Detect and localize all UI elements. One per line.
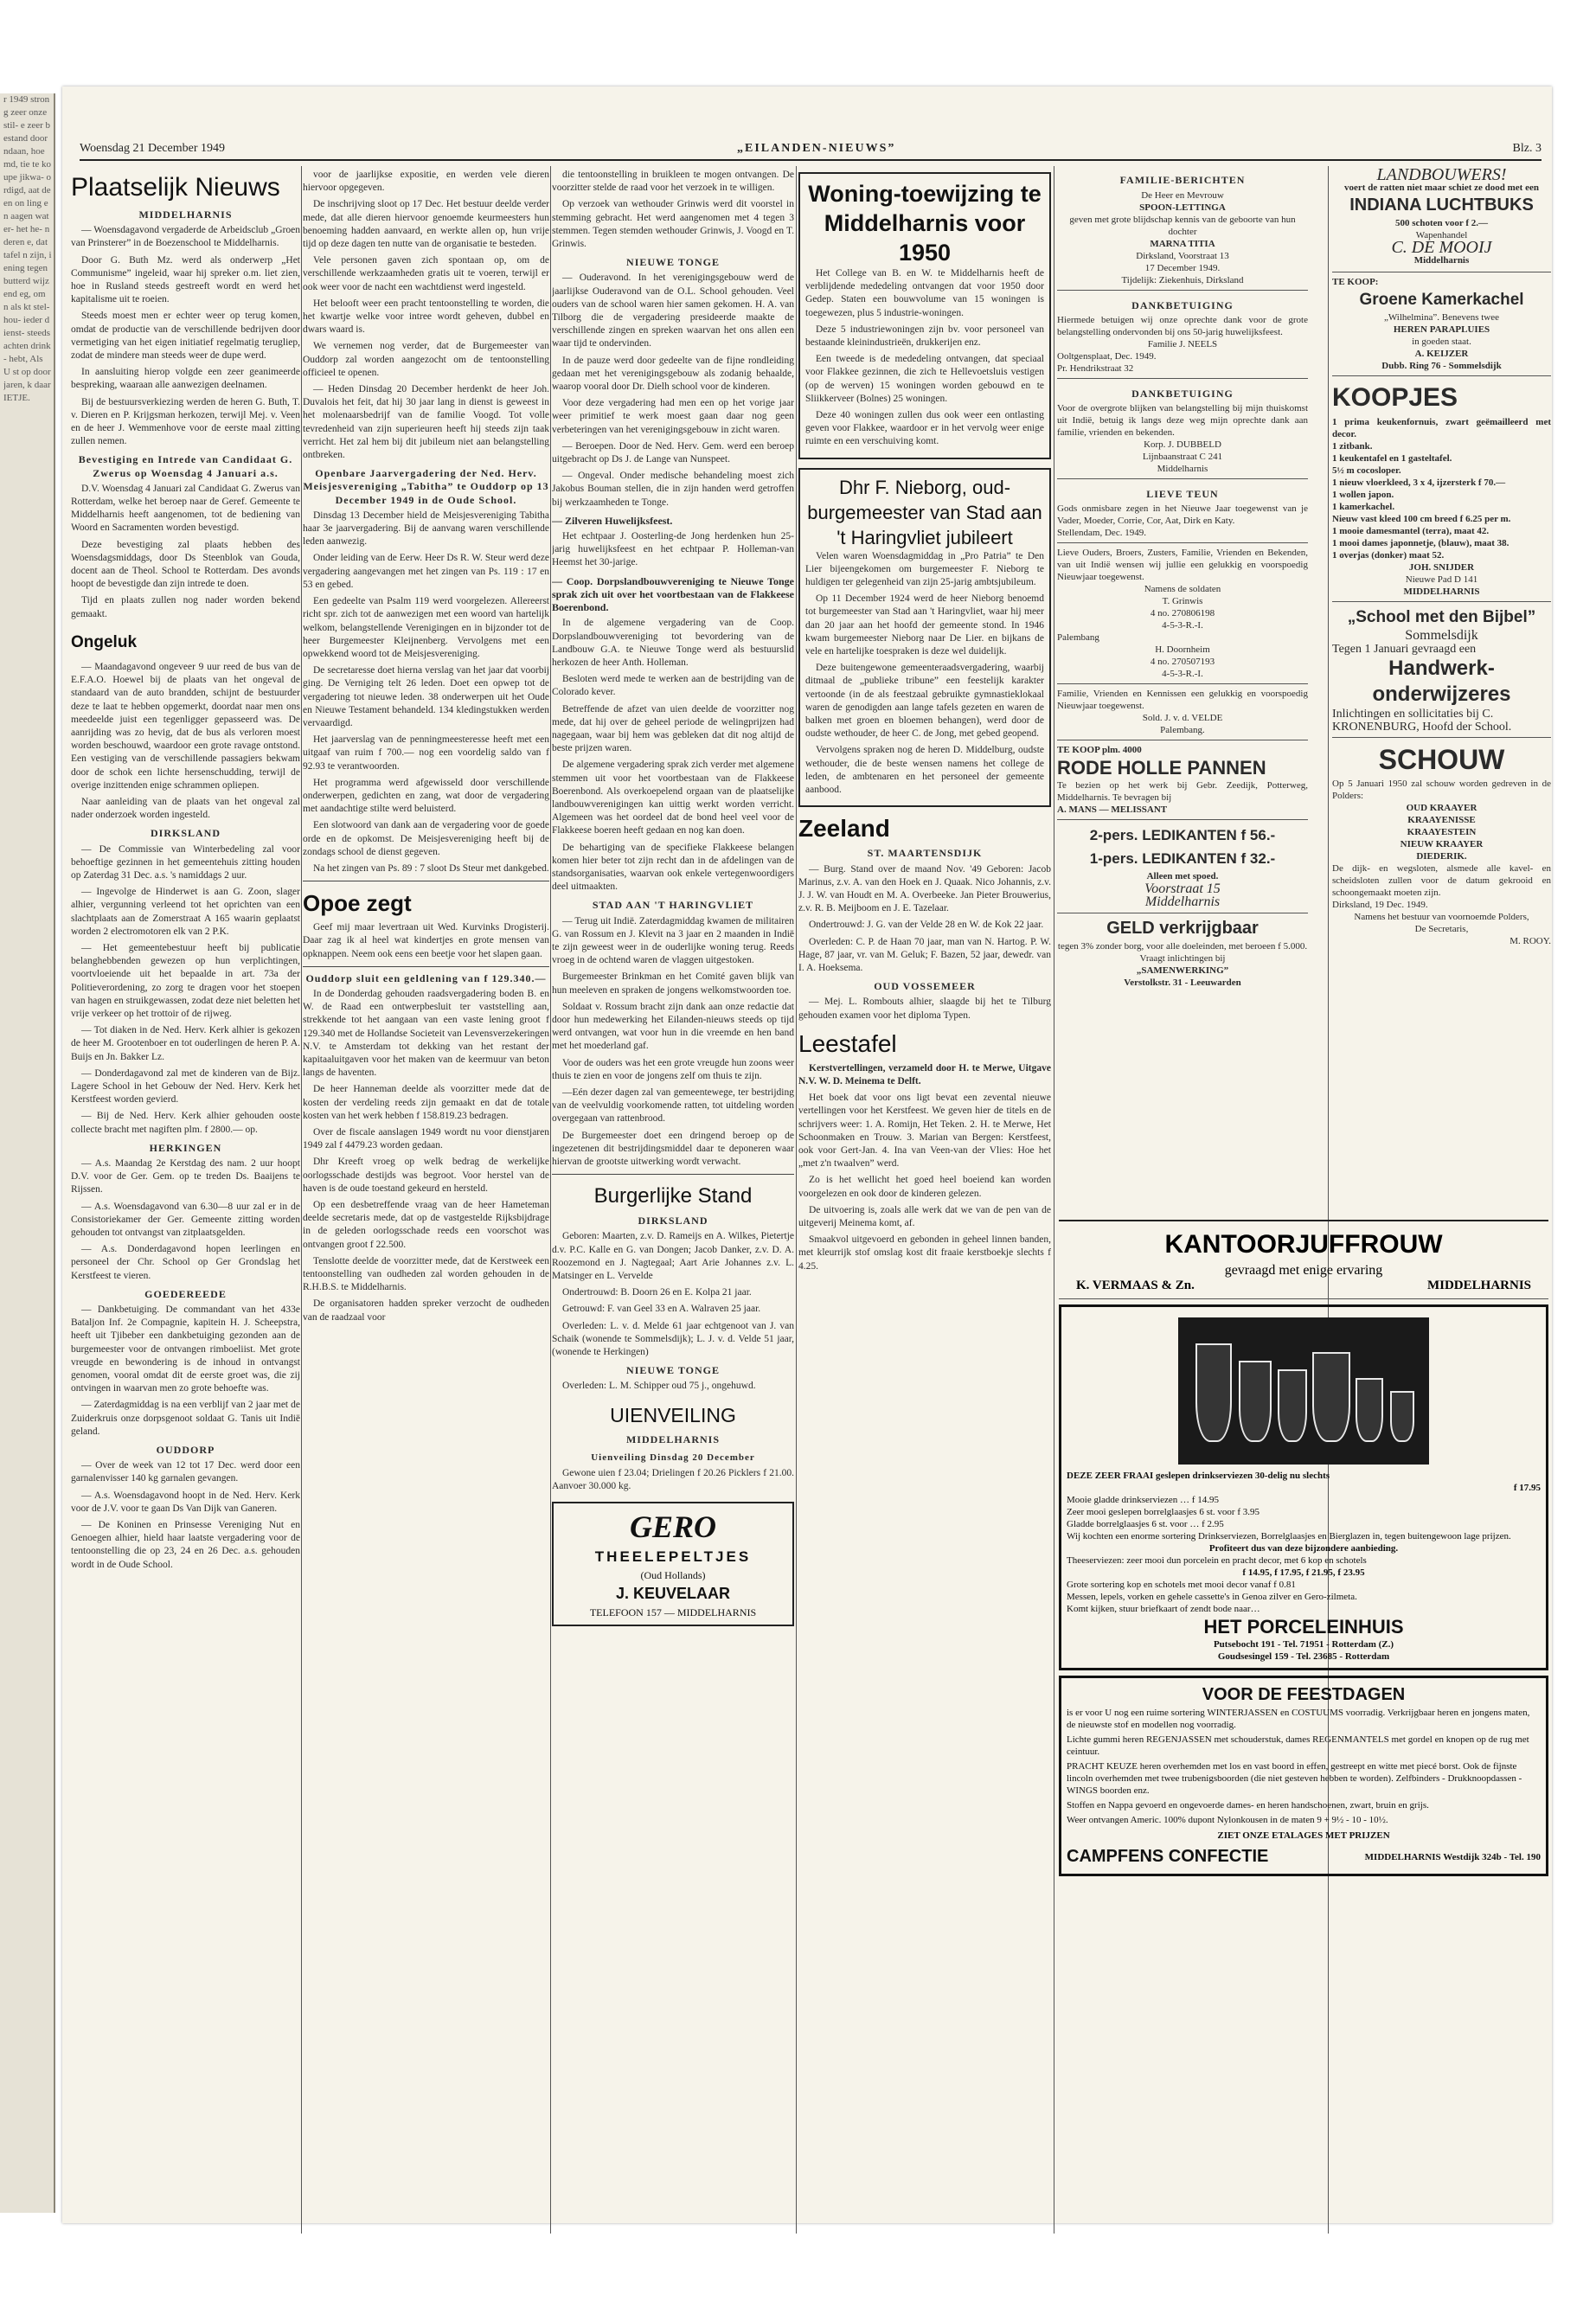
ad-landbouwers xyxy=(1332,169,1551,272)
paragraph: Vele personen gaven zich spontaan op, om de verschillende werkzaamheden gratis uit te voeren, terwijl er ook weer voor de nacht een wachtdienst werd ingesteld. xyxy=(303,255,549,292)
paragraph: De uitvoering is, zoals alle werk dat we van de pen van de uitgeverij Meinema komt, af. xyxy=(798,1204,1051,1228)
paragraph: De organisatoren hadden spreker verzocht de oudheden van de raadzaal voor xyxy=(303,1298,549,1323)
paragraph: — A.s. Maandag 2e Kerstdag des nam. 2 uur hoopt D.V. voor de Ger. Gem. op te treden Ds. Baaijens te Rijssen. xyxy=(71,1158,300,1195)
ad-item: Mooie gladde drinkserviezen … f 14.95 xyxy=(1067,1495,1219,1505)
column-6 xyxy=(1332,169,1551,1207)
running-head-paper-title: „EILANDEN-NIEUWS” xyxy=(737,142,896,155)
ad-text: Inlichtingen en sollicitaties bij C. KRONENBURG, Hoofd der School. xyxy=(1332,707,1512,734)
paragraph: — De Koninen en Prinsesse Vereniging Nut en Genoegen alhier, hield haar laatste vergadering voor de tentoonstelling die op 23, 24 en 26 Dec. a.s. gehouden wordt in de Oude School. xyxy=(71,1520,300,1570)
ad-line: 2-pers. LEDIKANTEN f 56.- xyxy=(1089,827,1276,844)
ad-item: Theeserviezen: zeer mooi dun porcelein en pracht decor, met 6 kop en schotels xyxy=(1067,1555,1367,1566)
ad-place: MIDDELHARNIS xyxy=(1403,586,1480,598)
ad-title: KOOPJES xyxy=(1332,383,1458,413)
ad-title: KANTOORJUFFROUW xyxy=(1164,1230,1443,1259)
column-4 xyxy=(798,169,1051,2279)
headline-uienveiling: UIENVEILING xyxy=(610,1403,736,1426)
ad-title: LANDBOUWERS! xyxy=(1376,169,1507,184)
paragraph: Overleden: L. v. d. Melde 61 jaar echtgenoot van J. van Schaik (wonende te Sommelsdijk); L. J. v. d. Velde 51 jaar, (wonende te Herkingen) xyxy=(552,1320,794,1358)
ad-address: MIDDELHARNIS Westdijk 324b - Tel. 190 xyxy=(1364,1851,1541,1862)
ad-title: Groene Kamerkachel xyxy=(1359,291,1524,310)
notice-place: Middelharnis xyxy=(1157,464,1208,475)
ad-item: Komt kijken, stuur briefkaart of zendt bode naar… xyxy=(1067,1604,1260,1614)
ad-title: „School met den Bijbel” xyxy=(1347,608,1536,627)
ad-item: Grote sortering kop en schotels met mooi decor vanaf f 0.81 xyxy=(1067,1580,1296,1590)
paragraph: De heer Hanneman deelde als voorzitter mede dat de kosten der verdeling reeds zijn gemaakt en dat de totale kosten van het werk hebben f 158.819.23 bedragen. xyxy=(303,1084,549,1121)
paragraph: Tijd en plaats zullen nog nader worden bekend gemaakt. xyxy=(71,595,300,619)
paragraph: Op verzoek van wethouder Grinwis werd dit voorstel in stemming gebracht. Het werd aangenomen met 4 tegen 3 stemmen. Tegen stemden wethouder Grinwis, J. Voogd en T. Grinwis. xyxy=(552,199,794,250)
notice-line: De Heer en Mevrouw xyxy=(1141,190,1224,202)
glass-icon xyxy=(1356,1378,1383,1442)
paragraph: die tentoonstelling in bruikleen te mogen ontvangen. De voorzitter stelde de raad voor het verzoek in te willigen. xyxy=(552,170,794,194)
ad-place: Sommelsdijk xyxy=(1405,628,1478,644)
glass-icon xyxy=(1278,1369,1307,1442)
ad-kantoorjuffrouw xyxy=(1059,1220,1548,1299)
ad-name: A. KEIJZER xyxy=(1414,349,1469,360)
paragraph: Op 11 December 1924 werd de heer Nieborg benoemd tot burgemeester van Stad aan 't Haringvliet, waar hij meer dan 20 jaar aan het hoofd der gemeente stond. In 1946 kwam burgemeester Nieborg naar De Lier. en bijkans de vele en hartelijke toespraken is deze wel duidelijk. xyxy=(805,593,1044,657)
ad-firm: HET PORCELEINHUIS xyxy=(1203,1616,1404,1638)
notice-name: Korp. J. DUBBELD xyxy=(1144,439,1221,451)
subhead-st-maartensdijk: ST. MAARTENSDIJK xyxy=(867,847,983,860)
paragraph: Vervolgens spraken nog de heren D. Middelburg, oudste wethouder, die de beste wensen namens het college de leden, de ambtenaren en het personeel der gemeente aanbood. xyxy=(805,745,1044,796)
paragraph: Op een desbetreffende vraag van de heer Hameteman deelde secretaris mede, dat op de vastgestelde Rijksbijdrage in de geleden oorlogsschade reeds een voorschot was ontvangen groot f 22.500. xyxy=(303,1200,549,1250)
notice-line: Dirksland, Voorstraat 13 xyxy=(1136,251,1229,262)
paragraph: Voor deze vergadering had men een op het vorige jaar weer primitief te werk moest gaan daar nog geen verbeteringen van het verenigingsgebouw in zicht waren. xyxy=(552,398,794,435)
ad-text: Stoffen en Nappa gevoerd en ongevoerde dames- en heren handschoenen, zwart, bruin en grijs. xyxy=(1067,1800,1429,1811)
notice-head: LIEVE TEUN xyxy=(1146,488,1219,501)
paragraph-opoe: Geef mij maar levertraan uit Wed. Kurvinks Drogisterij. Daar zag ik al heel wat kindertjes en grote mensen van opknappen. Neem ook eens een beetje voor het slapen gaan. xyxy=(303,922,549,959)
notice-place: Palembang. xyxy=(1160,725,1205,736)
subhead-nieuwe-tonge: NIEUWE TONGE xyxy=(626,1364,720,1377)
paragraph: Het College van B. en W. te Middelharnis heeft de verblijdende mededeling ontvangen dat voor 1950 door Gedep. Staten een bouwvolume van 15 woningen is toegewezen, plus 5 industrie-woningen. xyxy=(805,268,1044,318)
ad-polder: DIEDERIK. xyxy=(1416,851,1467,862)
ad-text: Tegen 1 Januari gevraagd een xyxy=(1332,642,1477,656)
paragraph: voor de jaarlijkse expositie, en werden vele dieren hiervoor opgegeven. xyxy=(303,170,549,194)
paragraph: Betreffende de afzet van uien deelde de voorzitter nog mede, dat hij over de geheel periode de welingprijzen had nagegaan, waar bij hem was gebleken dat dit nog altijd de beste prijzen waren. xyxy=(552,703,794,754)
subhead-herkingen: HERKINGEN xyxy=(149,1141,222,1154)
ad-text: Te bezien op het werk bij Gebr. Zeedijk, Potterweg, Middelharnis. Te bevragen bij xyxy=(1057,780,1308,804)
paragraph: Geboren: Maarten, z.v. D. Rameijs en A. Wilkes, Pietertje d.v. P.C. Kalle en G. van Dongen; Jacob Danker, z.v. D. A. Roozemond en J. Nagtegaal; Aart Arie Johannes z.v. L. Matsinger en L. Vervelde xyxy=(552,1231,794,1282)
article-nieborg xyxy=(798,468,1051,808)
ad-name: C. DE MOOIJ xyxy=(1391,238,1492,258)
ad-item: 1 mooi dames japonnetje, (blauw), maat 38. xyxy=(1332,538,1509,549)
ad-footer xyxy=(1059,1279,1548,1293)
paragraph: Steeds moest men er echter weer op terug komen, omdat de productie van de verschillende bedrijven door vermetiging van het eigen initiatief regelmatig terugliep, zodat de mindere man steeds weer de dupe werd. xyxy=(71,311,300,362)
subhead-geldlening: Ouddorp sluit een geldlening van f 129.340.— xyxy=(305,971,547,984)
paragraph: Na het zingen van Ps. 89 : 7 sloot Ds Steur met dankgebed. xyxy=(313,862,549,874)
column-rule xyxy=(796,166,797,2234)
ad-note: Alleen met spoed. xyxy=(1146,871,1219,882)
notice-velde xyxy=(1057,684,1308,740)
paragraph: Kerstvertellingen, verzameld door H. te Merwe, Uitgave N.V. W. D. Meinema te Delft. xyxy=(798,1062,1051,1086)
ad-title: VOOR DE FEESTDAGEN xyxy=(1202,1685,1406,1704)
paragraph: — Woensdagavond vergaderde de Arbeidsclub „Groen van Prinsterer” in de Boezenschool te Middelharnis. xyxy=(71,225,300,249)
section-title-plaatselijk-nieuws: Plaatselijk Nieuws xyxy=(71,173,280,202)
paragraph: — Beroepen. Door de Ned. Herv. Gem. werd een beroep uitgebracht op Ds J. de Lange van Nunspeet. xyxy=(552,440,794,465)
paragraph: In de Donderdag gehouden raadsvergadering boden B. en W. de Raad een ontwerpbesluit ter vaststelling aan, strekkende tot het aangaan van een vaste lening groot f 129.340 met de Hollandse Societeit van Levensverzekeringen N.V. te Amsterdam tot dekking van het restant der kapitaaluitgaven voor het maken van de keermuur van beton langs de haventen. xyxy=(303,988,549,1079)
ad-text: PRACHT KEUZE heren overhemden met los en vast boord in effen, gestreept en witte met piecé borst. Ook de fijnste lincoln overhemden met twee trubenigsboorden (die niet gesteven hebben te worden). Zelfbinders - Drukknoopdassen - WINGS boorden enz. xyxy=(1067,1761,1522,1796)
ad-address: Goudsesingel 159 - Tel. 23685 - Rotterdam xyxy=(1217,1651,1390,1662)
notice-text: Lieve Ouders, Broers, Zusters, Familie, Vrienden en Bekenden, van uit Indië wensen wij jullie een gelukkig en voorspoedig Nieuwjaar toegewenst. xyxy=(1057,548,1308,583)
paragraph: Een tweede is de mededeling ontvangen, dat speciaal voor Flakkee gezinnen, die zich te Hellevoetsluis vestigen (op de werven) 15 woningen worden gebouwd en te Sliikkerveer (Bolnes) 25 woningen. xyxy=(805,354,1044,404)
ad-gero xyxy=(552,1502,794,1626)
paragraph: Het echtpaar J. Oosterling-de Jong herdenken hun 25-jarig huwelijksfeest en het echtpaar P. Holleman-van Heemst het 30-jarige. xyxy=(552,531,794,568)
ad-item: 1 kamerkachel. xyxy=(1332,502,1395,513)
paragraph: Soldaat v. Rossum bracht zijn dank aan onze redactie dat door hun medewerking het Eilanden-nieuws steeds op tijd werd ontvangen, wat voor hun in die vreemde en hen band met het moederland gaf. xyxy=(552,1001,794,1052)
running-head-date: Woensdag 21 December 1949 xyxy=(80,142,225,155)
ad-place: Dirksland, 19 Dec. 1949. xyxy=(1332,900,1428,911)
subhead-familie-berichten: FAMILIE-BERICHTEN xyxy=(1119,174,1246,186)
paragraph: Tenslotte deelde de voorzitter mede, dat de Kerstweek een tentoonstelling van oudheden zal worden gehouden in de R.H.B.S. te Middelharnis. xyxy=(303,1255,549,1293)
ad-text: in goeden staat. xyxy=(1412,336,1471,348)
ad-text: voert de ratten niet maar schiet ze dood met een xyxy=(1344,183,1539,194)
paragraph: — Het gemeentebestuur heeft bij publicatie belanghebbenden gewezen op hun verplichtingen, voortvloeiende uit het bepaalde in art. 73a der Politieverordening, zo zorg te dragen voor het stoepen van hagen en struikgewassen, zodat deze niet beletten het vrije verkeer op het trottoir of de rijweg. xyxy=(71,942,300,1019)
ad-name: M. ROOY. xyxy=(1509,936,1551,947)
notice-line: SPOON-LETTINGA xyxy=(1139,202,1226,214)
paragraph: — A.s. Woensdagavond hoopt in de Ned. Herv. Kerk voor de J.V. voor te gaan Ds Van Dijk van Ganeren. xyxy=(71,1490,300,1514)
paragraph: Ondertrouwd: J. G. van der Velde 28 en W. de Kok 22 jaar. xyxy=(809,920,1044,931)
notice-place: Palembang xyxy=(1057,632,1099,644)
headline-opoe-zegt: Opoe zegt xyxy=(303,890,412,917)
ad-text: Weer ontvangen Americ. 100% dupont Nylonkousen in de maten 9 + 9½ - 10 - 10½. xyxy=(1067,1815,1388,1825)
notice-line: 17 December 1949. xyxy=(1144,263,1221,274)
notice-address: Pr. Hendrikstraat 32 xyxy=(1057,363,1134,375)
ad-item: 1 wollen japon. xyxy=(1332,490,1394,501)
notice-place: Stellendam, Dec. 1949. xyxy=(1057,528,1146,539)
paragraph: Ondertrouwd: B. Doorn 26 en E. Kolpa 21 jaar. xyxy=(562,1287,752,1298)
ad-footer xyxy=(1067,1845,1541,1868)
paragraph: Zo is het wellicht het goed heel boeiend kan worden voorgelezen en ook door de kinderen gelezen. xyxy=(798,1175,1051,1199)
notice-head: DANKBETUIGING xyxy=(1131,299,1234,312)
ad-item: 1 mooie damesmantel (terra), maat 42. xyxy=(1332,526,1490,537)
gero-phone: TELEFOON 157 — MIDDELHARNIS xyxy=(589,1606,757,1619)
paragraph: Overleden: L. M. Schipper oud 75 j., ongehuwd. xyxy=(562,1381,756,1392)
ad-koopjes xyxy=(1332,376,1551,602)
headline-zeeland: Zeeland xyxy=(798,815,890,843)
paragraph: — A.s. Donderdagavond hopen leerlingen en personeel der Chr. School op Ger Grondslag het Kerstfeest te vieren. xyxy=(71,1244,300,1281)
divider xyxy=(552,1174,794,1175)
ad-address: Verstolkstr. 31 - Leeuwarden xyxy=(1124,977,1241,988)
paragraph: Over de fiscale aanslagen 1949 wordt nu voor dienstjaren 1949 zal f 4479.23 worden gedaan. xyxy=(303,1127,549,1151)
subhead-middelharnis: MIDDELHARNIS xyxy=(625,1433,720,1445)
ad-firm: CAMPFENS CONFECTIE xyxy=(1067,1847,1269,1866)
subhead-tabitha: Openbare Jaarvergadering der Ned. Herv. Meisjesvereniging „Tabitha” te Ouddorp op 13 December 1949 in de Oude School. xyxy=(303,467,549,506)
ad-text: Lichte gummi heren REGENJASSEN met schouderstuk, dames REGENMANTELS met gordel en knopen op de rug met ceintuur. xyxy=(1067,1734,1529,1757)
adjacent-page-spine xyxy=(0,93,55,2213)
paragraph: Velen waren Woensdagmiddag in „Pro Patria” te Den Lier bijeengekomen om burgemeester F. Nieborg te huldigen ter gelegenheid van zijn 25-jarig ambtsjubileum. xyxy=(805,550,1044,588)
ad-polder: KRAAYENISSE xyxy=(1407,815,1476,826)
paragraph: De secretaresse doet hierna verslag van het jaar dat voorbij ging. De Verniging telt 26 leden. Doet een opwep tot de vergadering tot nieuwe leden. 38 onderwerpen uit het Oude en Nieuwe Testament behandeld. 134 kledingstukken werden vervaardigd. xyxy=(303,665,549,728)
ad-text: gevraagd met enige ervaring xyxy=(1224,1263,1383,1278)
subhead-ongeluk: Ongeluk xyxy=(71,632,138,651)
column-1 xyxy=(71,169,300,2279)
ad-sign: Namens het bestuur van voornoemde Polders, xyxy=(1354,912,1529,923)
ad-brand: INDIANA LUCHTBUKS xyxy=(1349,195,1534,215)
paragraph: D.V. Woensdag 4 Januari zal Candidaat G. Zwerus van Rotterdam, welke het beroep naar de Geref. Gemeente te Middelharnis heeft aangenomen, tot de bediening van Woord en Sacramenten worden bevestigd. xyxy=(71,483,300,534)
paragraph: — Dankbetuiging. De commandant van het 433e Bataljon Inf. 2e Compagnie, kapitein H. J. Scheepstra, heeft uit Tjibeber een dankbetuiging gezonden aan de burgemeester voor de ontvangen rimboeliist. Met grote vreugde en bewondering is de inhoud in ontvangst genomen, vooral omdat dit de eerste groet was, die zij ontvingen in waarvan men zo grote behoefte was. xyxy=(71,1304,300,1394)
running-head-page-number: Blz. 3 xyxy=(1512,142,1542,155)
ad-address: Putsebocht 191 - Tel. 71951 - Rotterdam (Z.) xyxy=(1213,1639,1394,1650)
subhead-coop: — Coop. Dorpslandbouwvereniging te Nieuwe Tonge sprak zich uit over het voortbestaan van de Flakkeese Boerenbond. xyxy=(552,574,794,614)
ad-title: RODE HOLLE PANNEN xyxy=(1057,757,1266,779)
notice-name: 4 no. 270507193 xyxy=(1150,657,1215,668)
subhead-goedereede: GOEDEREEDE xyxy=(144,1287,227,1300)
ad-kop: TE KOOP plm. 4000 xyxy=(1057,745,1142,756)
paragraph: — Zaterdagmiddag is na een verblijf van 2 jaar met de Zuiderkruis onze dorpsgenoot soldaat G. Tanis uit Indië geland. xyxy=(71,1400,300,1437)
ad-item: Zeer mooi geslepen borrelglaasjes 6 st. voor f 3.95 xyxy=(1067,1507,1259,1517)
paragraph: De Burgemeester doet een dringend beroep op de ingezetenen dit bestrijdingsmiddel daar te deponeren waar hiervan de grootste uitwerking wordt verwacht. xyxy=(552,1130,794,1168)
ad-text: De dijk- en wegsloten, alsmede alle kavel- en scheidsloten zullen voor de datum gekrooid en schoongemaakt moeten zijn. xyxy=(1332,863,1551,899)
notice-sign: Namens de soldaten xyxy=(1144,584,1221,595)
paragraph: Een gedeelte van Psalm 119 werd voorgelezen. Allereerst richt spr. zich tot de aanwezigen met een woord van hartelijk welkom, belangstellende Verenigingen en in bijzonder tot de heer Burgemeester Kleijnenberg. Vervolgens met een opwekkend woord tot de Meisjesvereniging. xyxy=(303,596,549,659)
notice-name: 4-5-3-R.-I. xyxy=(1162,620,1203,631)
gero-logo: GERO xyxy=(629,1509,717,1545)
paragraph: — Bij de Ned. Herv. Kerk alhier gehouden ooste collecte bracht met nagiften plm. f 2800.— op. xyxy=(71,1111,300,1135)
paragraph: We vernemen nog verder, dat de Burgemeester van Ouddorp zal worden aangezocht om de tentoonstelling officieel te openen. xyxy=(303,341,549,378)
ad-text: is er voor U nog een ruime sortering WINTERJASSEN en COSTUUMS voorradig. Verkrijgbaar heren en jongens maten, de nieuwste stof en modellen nog voorradig. xyxy=(1067,1708,1530,1730)
ad-item: Gladde borrelglaasjes 6 st. voor … f 2.95 xyxy=(1067,1519,1224,1529)
notice-text: Voor de overgrote blijken van belangstelling bij mijn thuiskomst uit Indië, betuig ik langs deze weg mijn oprechte dank aan familie, vrienden en bekenden. xyxy=(1057,403,1308,439)
paragraph: — Tot diaken in de Ned. Herv. Kerk alhier is gekozen de heer M. Grootenboer en tot ouderlingen de heren P. A. Buijs en Jn. Bakker Lz. xyxy=(71,1025,300,1062)
gero-dealer: J. KEUVELAAR xyxy=(615,1585,731,1603)
notice-name: Familie J. NEELS xyxy=(1147,339,1218,350)
ad-title: GELD verkrijgbaar xyxy=(1106,918,1259,938)
subhead-middelharnis: MIDDELHARNIS xyxy=(138,208,233,221)
ad-big: Handwerk-onderwijzeres xyxy=(1372,656,1511,706)
paragraph: Gewone uien f 23.04; Drielingen f 20.26 Picklers f 21.00. Aanvoer 30.000 kg. xyxy=(552,1468,794,1492)
ad-text: tegen 3% zonder borg, voor alle doeleinden, met beroeen f 5.000. Vraagt inlichtingen bij xyxy=(1057,940,1308,964)
notice-dankbetuiging-2 xyxy=(1057,379,1308,479)
paragraph: Door G. Buth Mz. werd als onderwerp „Het Communisme” ingeleid, waar hij spreker o.m. liet zien, hoe in Rusland steeds gestreeft wordt en werd het kapitalisme uit te roeien. xyxy=(71,254,300,305)
paragraph: — Ingevolge de Hinderwet is aan G. Zoon, slager alhier, vergunning verleend tot het oprichten van een slachtplaats aan de Zomerstraat A 165 waarin geplaatst worden 2 electromotoren elk van 2 P.K. xyxy=(71,887,300,937)
running-head xyxy=(80,138,1542,161)
paragraph: — Ongeval. Onder medische behandeling moest zich Jakobus Bouman stellen, die in zijn handen werd getroffen bij werkzaamheden te Tonge. xyxy=(552,471,794,508)
paragraph: Overleden: C. P. de Haan 70 jaar, man van N. Hartog. P. W. Hage, 87 jaar, vr. van M. Geluk; F. Bazen, 52 jaar, dewedr. van I. A. Hoeksema. xyxy=(798,936,1051,973)
column-2 xyxy=(303,169,549,2279)
paragraph: — A.s. Woensdagavond van 6.30—8 uur zal er in de Consistoriekamer der Ger. Gemeente zitting worden gehouden tot ontvangst van zitplaatsgelden. xyxy=(71,1201,300,1239)
ad-text: „Wilhelmina”. Benevens twee xyxy=(1383,312,1500,324)
paragraph: Deze bevestiging zal plaats hebben des Woensdagsmiddags, door Ds Steenblok van Gouda, docent aan de Theol. School te Rotterdam. Des avonds hoopt de bevestigde dan zijn intrede te doen. xyxy=(71,539,300,590)
ad-school xyxy=(1332,602,1551,738)
subhead-ouddorp: OUDDORP xyxy=(156,1444,215,1457)
paragraph: Getrouwd: F. van Geel 33 en A. Walraven 25 jaar. xyxy=(562,1304,761,1315)
notice-line: geven met grote blijdschap kennis van de geboorte van hun dochter xyxy=(1069,215,1296,238)
headline-woning-toewijzing: Woning-toewijzing te Middelharnis voor 1950 xyxy=(808,181,1042,266)
paragraph: — Heden Dinsdag 20 December herdenkt de heer Joh. Duvalois het feit, dat hij 30 jaar lang in dienst is geweest in het molenaarsbedrijf van de familie Voogd. Tot volle tevredenheid van zijn superieuren heeft hij steeds zijn taak verricht. Het zal hem bij dit jubileum niet aan belangstelling ontbreken. xyxy=(303,384,549,461)
ad-item: 5½ m cocosloper. xyxy=(1332,465,1401,477)
paragraph: — Terug uit Indië. Zaterdagmiddag kwamen de militairen G. van Rossum en J. Klevit na 3 jaar en 2 maanden in Indië te zijn geweest weer in de ouderlijke woning terug. Reeds vroeg in de ochtend waren de vlaggen uitgestoken. xyxy=(552,915,794,966)
ad-schouw xyxy=(1332,738,1551,951)
notice-address: Lijnbaanstraat C 241 xyxy=(1142,452,1223,463)
notice-place: Ooltgensplaat, Dec. 1949. xyxy=(1057,351,1157,362)
notice-name: H. Doornheim xyxy=(1155,644,1210,656)
notice-text: Gods onmisbare zegen in het Nieuwe Jaar toegewenst van je Vader, Moeder, Corrie, Cor, Aat, Dirk en Katy. xyxy=(1057,503,1308,527)
subhead-nieuwe-tonge: NIEUWE TONGE xyxy=(626,256,720,269)
gero-variant: (Oud Hollands) xyxy=(640,1569,706,1582)
veiling-date: Uienveiling Dinsdag 20 December xyxy=(591,1452,755,1463)
ad-address: Voorstraat 15 xyxy=(1144,881,1221,897)
divider xyxy=(303,966,549,967)
paragraph: In de pauze werd door gedeelte van de fijne rondleiding gedaan met het verenigingsgebouw als zodanig behaalde, waarop vooral door Dr. Dielh school voor de kinderen. xyxy=(552,355,794,393)
ad-place: MIDDELHARNIS xyxy=(1426,1279,1531,1292)
notice-text: Hiermede betuigen wij onze oprechte dank voor de grote belangstelling ondervonden bij ons 50-jarig huwelijksfeest. xyxy=(1057,315,1308,338)
ad-item: 1 zitbank. xyxy=(1332,441,1373,452)
paragraph: Bij de bestuursverkiezing werden de heren G. Buth, T. v. Dieren en P. Krijgsman herkozen, terwijl Mej. v. Veen en de heer J. Wemmenhove voor de eerste maal zitting zullen nemen. xyxy=(71,396,300,447)
paragraph: —Eén dezer dagen zal van gemeentewege, ter bestrijding van de veelvuldig voorkomende ratten, tot uitdeling worden overgegaan van rattenbrood. xyxy=(552,1087,794,1125)
paragraph: Onder leiding van de Eerw. Heer Ds R. W. Steur werd deze vergadering aangevangen met het zingen van Ps. 119 : 17 en 53 en gebed. xyxy=(303,553,549,590)
paragraph: De inschrijving sloot op 17 Dec. Het bestuur deelde verder mede, dat alle dieren hiervoor genoemde keurmeesters hun benoeming hadden aanvaard, en werkte allen op, hun vrije tijd op deze dagen ten nutte van de organisatie te besteden. xyxy=(303,199,549,250)
notice-line: MARNA TITIA xyxy=(1150,239,1215,250)
paragraph: Deze buitengewone gemeenteraadsvergadering, waarbij ditmaal de „publieke tribune” een feestelijk karakter vertoonde (in de als feestzaal gebruikte gymnastieklokaal waren de genodigden aan lange tafels gezeten en waren de balken met groen en bloemen behangen), werd door de oudste wethouder, de heer C. de Jong, met gebed geopend. xyxy=(805,663,1044,740)
ad-feestdagen xyxy=(1059,1676,1548,1876)
ad-name: JOH. SNIJDER xyxy=(1408,562,1475,574)
subhead-stad-aan-t-haringvliet: STAD AAN 'T HARINGVLIET xyxy=(592,899,754,912)
ad-item: Profiteert dus van deze bijzondere aanbieding. xyxy=(1208,1543,1399,1554)
ad-place: Middelharnis xyxy=(1144,894,1221,910)
ad-item: 1 nieuw vloerkleed, 3 x 4, ijzersterk f 70.— xyxy=(1332,478,1506,489)
paragraph: Voor de ouders was het een grote vreugde hun zoons weer thuis te zien en voor de jongens zelf om thuis te zijn. xyxy=(552,1057,794,1081)
column-rule xyxy=(301,166,302,2234)
headline-leestafel: Leestafel xyxy=(798,1029,897,1057)
notice-head: DANKBETUIGING xyxy=(1131,388,1234,401)
paragraph: Smaakvol uitgevoerd en gebonden in geheel linnen banden, met kleurrijk stof omslag kost dit fraaie kerstboekje slechts f 4.25. xyxy=(798,1234,1051,1272)
ad-etalages: ZIET ONZE ETALAGES MET PRIJZEN xyxy=(1217,1830,1390,1841)
glass-icon xyxy=(1312,1352,1350,1442)
subhead-dirksland: DIRKSLAND xyxy=(150,827,221,840)
paragraph: In de algemene vergadering van de Coop. Dorpslandbouwvereniging tot bevordering van de Landbouw G.A. te Nieuwe Tonge werd als bestuurslid herkozen de heer Anth. Holleman. xyxy=(552,618,794,668)
subhead-zilveren-huwelijksfeest: — Zilveren Huwelijksfeest. xyxy=(552,514,673,527)
paragraph: Het boek dat voor ons ligt bevat een zevental nieuwe vertellingen voor het Kerstfeest. We geven hier de titels en de schrijvers weer: 1. A. Romijn, Het Teken. 2. H. te Merwe, Het Schoonmaken en Trouw. 3. Marian van Bergen: Kerstfeest, ook voor Gert-Jan. 4. Ina van Veen-van der Vlies: Hoe het „met z'n twaalven” werd. xyxy=(798,1093,1051,1170)
paragraph: De algemene vergadering sprak zich verder met algemene stemmen uit voor het voortbestaan van de Flakkeese Boerenbond. Als overkoepelend orgaan van de plaatselijke landbouwverenigingen kan uittig werkt worden verricht. Algemeen was het oordeel dat de bond heel veel voor de Flakkeese boeren heeft gedaan en nog kan doen. xyxy=(552,760,794,836)
ad-kamerkachel xyxy=(1332,272,1551,376)
ad-item: 1 prima keukenfornuis, zwart geëmailleerd met decor. xyxy=(1332,417,1551,440)
column-3 xyxy=(552,169,794,2279)
column-rule xyxy=(550,166,551,2234)
notice-lieve-teun xyxy=(1057,479,1308,543)
ad-polder: OUD KRAAYER xyxy=(1406,803,1477,814)
headline-nieborg: Dhr F. Nieborg, oud-burgemeester van Stad aan 't Haringvliet jubileert xyxy=(807,476,1042,548)
ad-title: SCHOUW xyxy=(1378,744,1505,776)
ad-item: Wij kochten een enorme sortering Drinkserviezen, Borrelglaasjes en Bierglazen in, tegen buitengewoon lage prijzen. xyxy=(1067,1531,1511,1541)
ad-firm: „SAMENWERKING” xyxy=(1136,965,1229,976)
paragraph: Een slotwoord van dank aan de vergadering voor de goede orde en de opkomst. De Meisjesvereniging heeft bij de zondags school de dienst gegeven. xyxy=(303,820,549,857)
column-5 xyxy=(1057,169,1308,1198)
paragraph: Besloten werd mede te werken aan de bestrijding van de Colorado kever. xyxy=(552,674,794,698)
ad-geld xyxy=(1057,913,1308,992)
ad-item: 1 keukentafel en 1 gasteltafel. xyxy=(1332,453,1452,465)
paragraph: Het belooft weer een pracht tentoonstelling te worden, die het kwartje welke voor intree wordt geheven, dubbel en dwars waard is. xyxy=(303,298,549,336)
ad-name: A. MANS — MELISSANT xyxy=(1057,804,1168,816)
ad-line: 1-pers. LEDIKANTEN f 32.- xyxy=(1089,850,1276,868)
ad-place: Middelharnis xyxy=(1413,255,1470,266)
notice-birth xyxy=(1057,189,1308,291)
paragraph: — Ouderavond. In het verenigingsgebouw werd de jaarlijkse Ouderavond van de O.L. School gehouden. Veel ouders van de school waren hier samen gekomen. H. A. van Tilborg die de vergadering presideerde maakte de verschillende zingen en spreken waarvan het ons allen een waar tijd te ondervinden. xyxy=(552,272,794,349)
paragraph: Burgemeester Brinkman en het Comité gaven blijk van hun meeleven en spraken de jongens welkomstwoorden toe. xyxy=(552,971,794,996)
ad-polder: NIEUW KRAAYER xyxy=(1400,839,1484,850)
notice-name: 4-5-3-R.-I. xyxy=(1162,669,1203,680)
paragraph: Het jaarverslag van de penningmeesteresse heeft met een uitgaaf van ruim f 700.— nog een voordelig saldo van f 92.93 te verantwoorden. xyxy=(303,734,549,772)
paragraph: Naar aanleiding van de plaats van het ongeval zal nader onderzoek worden ingesteld. xyxy=(71,796,300,821)
glass-icon xyxy=(1195,1343,1232,1442)
ad-kop: TE KOOP: xyxy=(1332,277,1379,288)
headline-burgerlijke-stand: Burgerlijke Stand xyxy=(593,1184,753,1208)
column-rule xyxy=(1328,166,1329,2234)
gero-product: THEELEPELTJES xyxy=(594,1548,752,1566)
paragraph: Deze 40 woningen zullen dus ook weer een ontlasting geven voor Flakkee, waardoor er in het vervolg weer enige ruimte en een verschuiving komt. xyxy=(805,410,1044,447)
ads-bottom-right xyxy=(1059,1220,1548,1881)
ad-ledikanten xyxy=(1057,820,1308,913)
glassware-illustration xyxy=(1178,1317,1429,1465)
paragraph: Dhr Kreeft vroeg op welk bedrag de werkelijke oorlogsschade destijds was begroot. Voor herstel van de haven is de oude toestand gekeurd en hersteld. xyxy=(303,1157,549,1194)
paragraph: — Maandagavond ongeveer 9 uur reed de bus van de E.F.A.O. Hoewel bij de plaats van het ongeval de standaard van de auto brandden, schijnt de bestuurder deze te laat te hebben opgemerkt, doordat naar men ons meedeelde juist een tegenligger gepasseerd was. De aanrijding was zo hevig, dat de bus als verloren moest worden beschouwd, waardoor een grote ravage ontstond. Een vestiging van de verschillende passagiers bekwam door de schok een lichte hersenschudding, terwijl de overige inzittenden enige schrammen opliepen. xyxy=(71,661,300,791)
notice-name: T. Grinwis xyxy=(1162,596,1203,607)
spine-text: r 1949 strong zeer onze stil- e zeer bestand door ndaan, hoemd, tie te koupe jikwa- ordigd, aat de en on ling en aagen water- het he- nderen e, dat tafel n zijn, iening tegen butterd wijzend eg, om n als kt stel- hou- ieder dienst- steeds achten drink- hebt, Als U st op door jaren, k daar IETJE. xyxy=(3,94,52,403)
ad-price: 500 schoten voor f 2.— xyxy=(1394,218,1489,229)
paragraph: Dinsdag 13 December hield de Meisjesvereniging Tabitha haar 3e jaarvergadering. Bij de aanvang waren verschillende leden aanwezig. xyxy=(303,510,549,548)
paragraph: Het programma werd afgewisseld door verschillende onderwerpen, gedichten en zang, wat door de vergadering met aandachtige stilte werd beluisterd. xyxy=(303,777,549,815)
ad-polder: KRAAYESTEIN xyxy=(1407,827,1477,838)
ad-sec: De Secretaris, xyxy=(1414,924,1469,935)
ad-text: Op 5 Januari 1950 zal schouw worden gedreven in de Polders: xyxy=(1332,779,1551,802)
paragraph: — Over de week van 12 tot 17 Dec. werd door een garnalenvisser 140 kg garnalen gevangen. xyxy=(71,1460,300,1484)
subhead-oud-vossemeer: OUD VOSSEMEER xyxy=(874,980,976,993)
ad-porceleinhuis xyxy=(1059,1304,1548,1670)
notice-dankbetuiging-1 xyxy=(1057,291,1308,379)
ad-price: f 17.95 xyxy=(1513,1483,1541,1493)
paragraph: — De Commissie van Winterbedeling zal voor behoeftige gezinnen in het gemeentehuis zitting houden op Zaterdag 31 Dec. a.s. 's namiddags 2 uur. xyxy=(71,843,300,881)
ad-headline: DEZE ZEER FRAAI geslepen drinkserviezen 30-delig nu slechts xyxy=(1067,1471,1330,1481)
ad-shop: Wapenhandel xyxy=(1415,230,1468,241)
paragraph: In aansluiting hierop volgde een zeer geanimeerde bespreking, waaraan alle aanwezigen deelnamen. xyxy=(71,367,300,391)
glass-icon xyxy=(1239,1361,1272,1442)
notice-name: 4 no. 270806198 xyxy=(1150,608,1215,619)
ad-item: 1 overjas (donker) maat 52. xyxy=(1332,550,1445,561)
notice-lieve-ouders xyxy=(1057,543,1308,684)
paragraph: — Donderdagavond zal met de kinderen van de Bijz. Lagere School in het Gebouw der Ned. Herv. Kerk het Kerstfeest worden gevierd. xyxy=(71,1067,300,1106)
ad-holle-pannen xyxy=(1057,740,1308,820)
notice-name: Sold. J. v. d. VELDE xyxy=(1142,713,1223,724)
paragraph: — Burg. Stand over de maand Nov. '49 Geboren: Jacob Marinus, z.v. A. van den Hoek en J. Quaak. Nico Johannis, z.v. J. J. W. van Houdt en M. A. Overbeeke. Jan Pieter Brouwerius, z.v. R. B. Meijboom en J. E. Tazelaar. xyxy=(798,863,1051,914)
notice-text: Familie, Vrienden en Kennissen een gelukkig en voorspoedig Nieuwjaar toegewenst. xyxy=(1057,689,1308,712)
article-woning-toewijzing xyxy=(798,172,1051,459)
glass-icon xyxy=(1390,1391,1414,1442)
ad-firm: K. VERMAAS & Zn. xyxy=(1076,1279,1195,1292)
paragraph: Deze 5 industriewoningen zijn bv. voor personeel van bestaande kleinindustrieën, drukkerijen enz. xyxy=(805,324,1044,349)
paragraph: De behartiging van de specifieke Flakkeese belangen komen hier beter tot zijn recht dan in de afdelingen van de standsorganisaties, waarvan ook enkele vertegenwoordigers deel uitmaakten. xyxy=(552,842,794,893)
notice-line: Tijdelijk: Ziekenhuis, Dirksland xyxy=(1121,275,1244,286)
ad-item: Nieuw vast kleed 100 cm breed f 6.25 per m. xyxy=(1332,514,1511,525)
paragraph: — Mej. L. Rombouts alhier, slaagde bij het te Tilburg gehouden examen voor het diploma Typen. xyxy=(798,997,1051,1021)
ad-item: Messen, lepels, vorken en gehele cassette's in Genoa zilver en Gero-zilmeta. xyxy=(1067,1592,1357,1602)
ad-address: Dubb. Ring 76 - Sommelsdijk xyxy=(1381,361,1502,372)
ad-text: HEREN PARAPLUIES xyxy=(1393,324,1490,336)
ad-address: Nieuwe Pad D 141 xyxy=(1405,574,1478,586)
subhead-bevestiging: Bevestiging en Intrede van Candidaat G. Zwerus op Woensdag 4 Januari a.s. xyxy=(78,453,293,479)
ad-item: f 14.95, f 17.95, f 21.95, f 23.95 xyxy=(1242,1567,1365,1578)
subhead-dirksland: DIRKSLAND xyxy=(638,1215,708,1227)
